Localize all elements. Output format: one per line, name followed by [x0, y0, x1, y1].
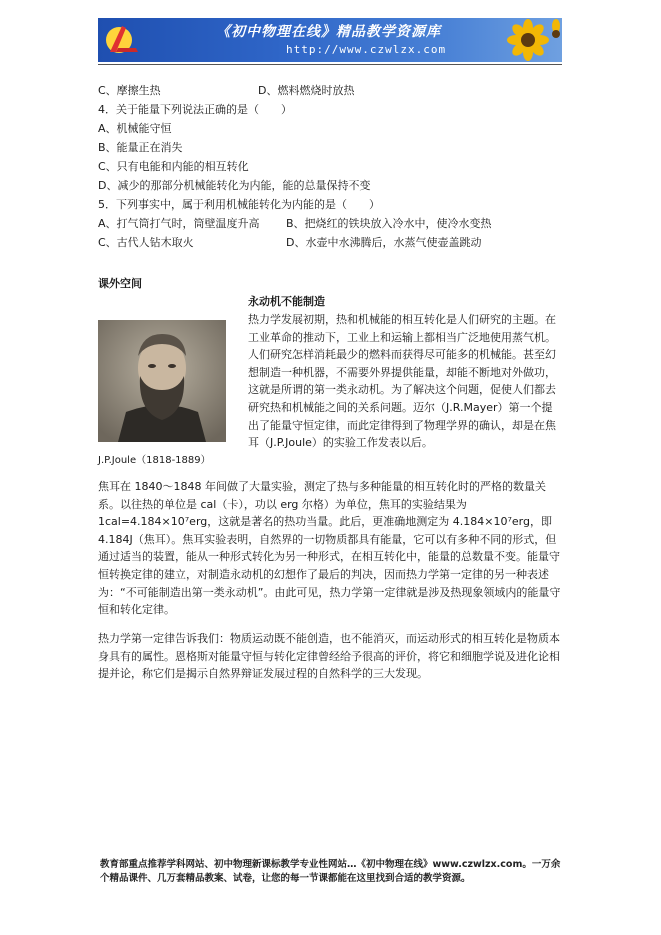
- q4-option-d: D、减少的那部分机械能转化为内能，能的总量保持不变: [98, 179, 371, 192]
- q5-option-c: C、古代人钻木取火: [98, 236, 194, 249]
- section-title: 课外空间: [98, 277, 142, 290]
- q3-option-c: C、摩擦生热: [98, 84, 161, 97]
- article-paragraph-3: 热力学第一定律告诉我们：物质运动既不能创造，也不能消灭，而运动形式的相互转化是物质本身具有的属性。恩格斯对能量守恒与转化定律曾经给予很高的评价，将它和细胞学说及进化论相提并论，称它们是揭示自然界辩证发展过程的自然科学的三大发现。: [98, 632, 560, 681]
- q4-stem: 4．关于能量下列说法正确的是（ ）: [98, 103, 292, 116]
- q5-stem: 5．下列事实中，属于利用机械能转化为内能的是（ ）: [98, 198, 380, 211]
- site-title: 《初中物理在线》精品教学资源库: [216, 24, 441, 40]
- q5-option-d: D、水壶中水沸腾后，水蒸气使壶盖跳动: [286, 236, 482, 249]
- article-paragraph-1: 热力学发展初期，热和机械能的相互转化是人们研究的主题。在工业革命的推动下，工业上和运输上都相当广泛地使用蒸气机。人们研究怎样消耗最少的燃料而获得尽可能多的机械能。甚至幻想制造一种机器，不需要外界提供能量，却能不断地对外做功，这就是所谓的第一类永动机。为了解决这个问题，促使人们都去研究热和机械能之间的关系问题。迈尔（J.R.Mayer）第一个提出了能量守恒定律，而此定律得到了物理学界的确认，却是在焦耳（J.P.Joule）的实验工作发表以后。: [248, 313, 556, 450]
- sunflower-icon: [482, 18, 562, 62]
- q4-option-c: C、只有电能和内能的相互转化: [98, 160, 249, 173]
- portrait-caption: J.P.Joule（1818-1889）: [98, 455, 211, 466]
- header-divider: [98, 64, 562, 65]
- portrait-image-icon: [98, 320, 226, 442]
- article-title: 永动机不能制造: [248, 295, 325, 308]
- site-url[interactable]: http://www.czwlzx.com: [286, 43, 447, 56]
- site-logo-icon: [102, 22, 142, 58]
- q5-option-a: A、打气筒打气时，筒壁温度升高: [98, 217, 260, 230]
- q4-option-a: A、机械能守恒: [98, 122, 172, 135]
- q4-option-b: B、能量正在消失: [98, 141, 183, 154]
- article-paragraph-2: 焦耳在 1840～1848 年间做了大量实验，测定了热与多种能量的相互转化时的严格的数量关系。以往热的单位是 cal（卡），功以 erg 尔格）为单位，焦耳的实验结果为 1cal=4.184×10⁷erg，这就是著名的热功当量。此后，更准确地测定为 4.184×10⁷erg，即 4.184J（焦耳）。焦耳实验表明，自然界的一切物质都具有能量，它可以有多种不同的形式，但通过适当的装置，能从一种形式转化为另一种形式，在相互转化中，能量的总数量不变。能量守恒转换定律的建立，对制造永动机的幻想作了最后的判决，因而热力学第一定律的另一种表述为：“不可能制造出第一类永动机”。由此可见，热力学第一定律就是涉及热现象领域内的能量守恒和转化定律。: [98, 480, 561, 617]
- q5-option-b: B、把烧红的铁块放入冷水中，使冷水变热: [286, 217, 492, 230]
- q3-option-d: D、燃料燃烧时放热: [258, 84, 355, 97]
- page-footer: 教育部重点推荐学科网站、初中物理新课标教学专业性网站…《初中物理在线》www.czwlzx.com。一万余个精品课件、几万套精品教案、试卷，让您的每一节课都能在这里找到合适的教学资源。: [100, 859, 561, 884]
- header-banner: [98, 18, 562, 62]
- joule-portrait: [98, 320, 226, 442]
